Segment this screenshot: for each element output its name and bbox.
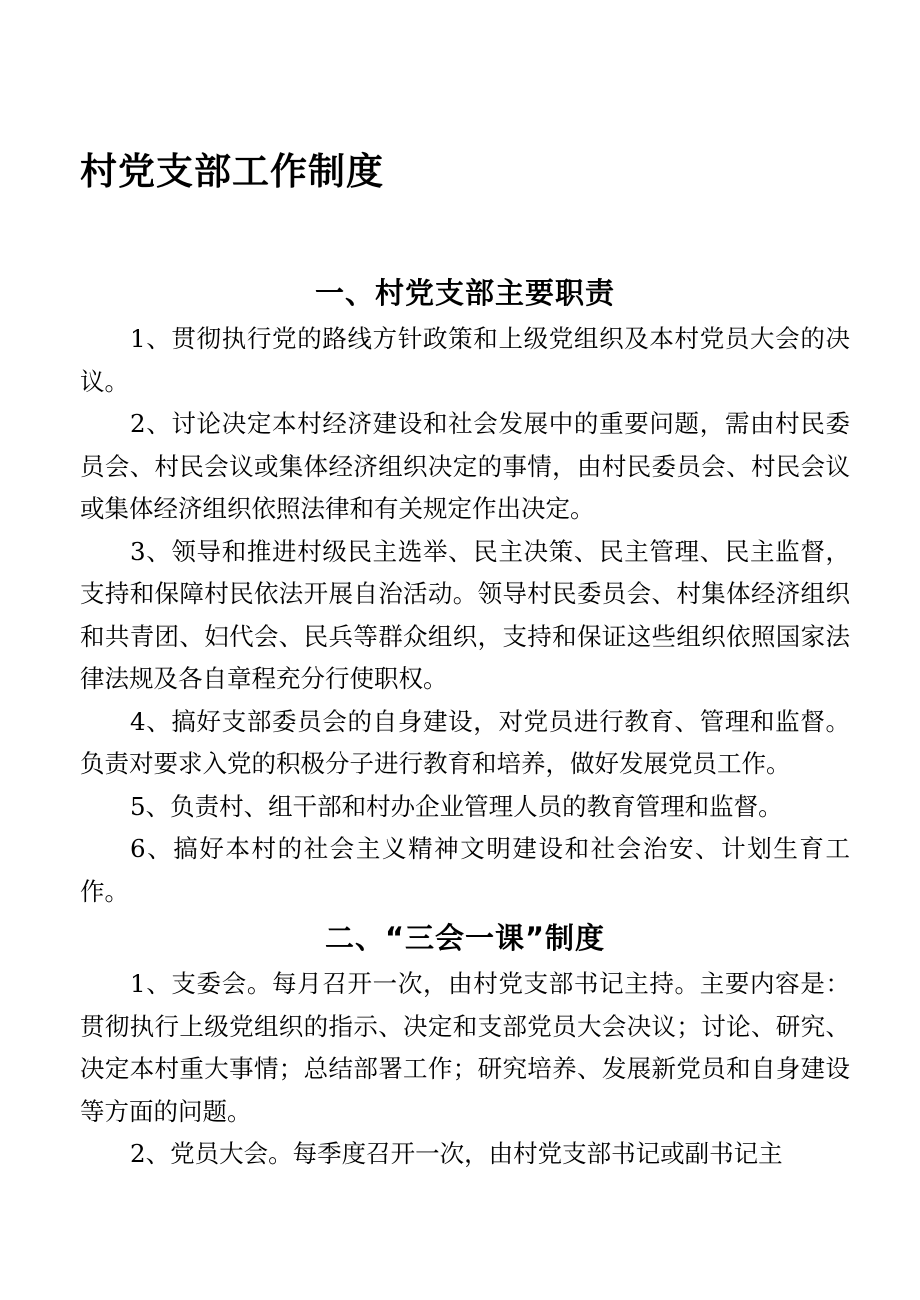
duty-item-3: 3、领导和推进村级民主选举、民主决策、民主管理、民主监督，支持和保障村民依法开展自治活动。领导村民委员会、村集体经济组织和共青团、妇代会、民兵等群众组织，支持和保证这些组织依照国家法律法规及各自章程充分行使职权。 <box>80 536 850 693</box>
section-heading: 二、“三会一课”制度 <box>324 921 606 955</box>
duty-item-1: 1、贯彻执行党的路线方针政策和上级党组织及本村党员大会的决议。 <box>80 324 850 396</box>
section-meetings <box>80 913 850 1176</box>
meeting-item-2: 2、党员大会。每季度召开一次，由村党支部书记或副书记主 <box>130 1139 783 1168</box>
meeting-item-1: 1、支委会。每月召开一次，由村党支部书记主持。主要内容是：贯彻执行上级党组织的指示、决定和支部党员大会决议；讨论、研究、决定本村重大事情；总结部署工作；研究培养、发展新党员和自身建设等方面的问题。 <box>80 969 850 1126</box>
duty-item-6: 6、搞好本村的社会主义精神文明建设和社会治安、计划生育工作。 <box>80 834 850 906</box>
duty-item-4: 4、搞好支部委员会的自身建设，对党员进行教育、管理和监督。负责对要求入党的积极分子进行教育和培养，做好发展党员工作。 <box>80 706 850 778</box>
section-duties <box>80 268 850 913</box>
section-heading: 一、村党支部主要职责 <box>314 276 615 310</box>
duty-item-2: 2、讨论决定本村经济建设和社会发展中的重要问题，需由村民委员会、村民会议或集体经济组织决定的事情，由村民委员会、村民会议或集体经济组织依照法律和有关规定作出决定。 <box>80 409 850 523</box>
document-title: 村党支部工作制度 <box>80 150 384 193</box>
duty-item-5: 5、负责村、组干部和村办企业管理人员的教育管理和监督。 <box>130 791 783 821</box>
document-body <box>80 268 850 1176</box>
